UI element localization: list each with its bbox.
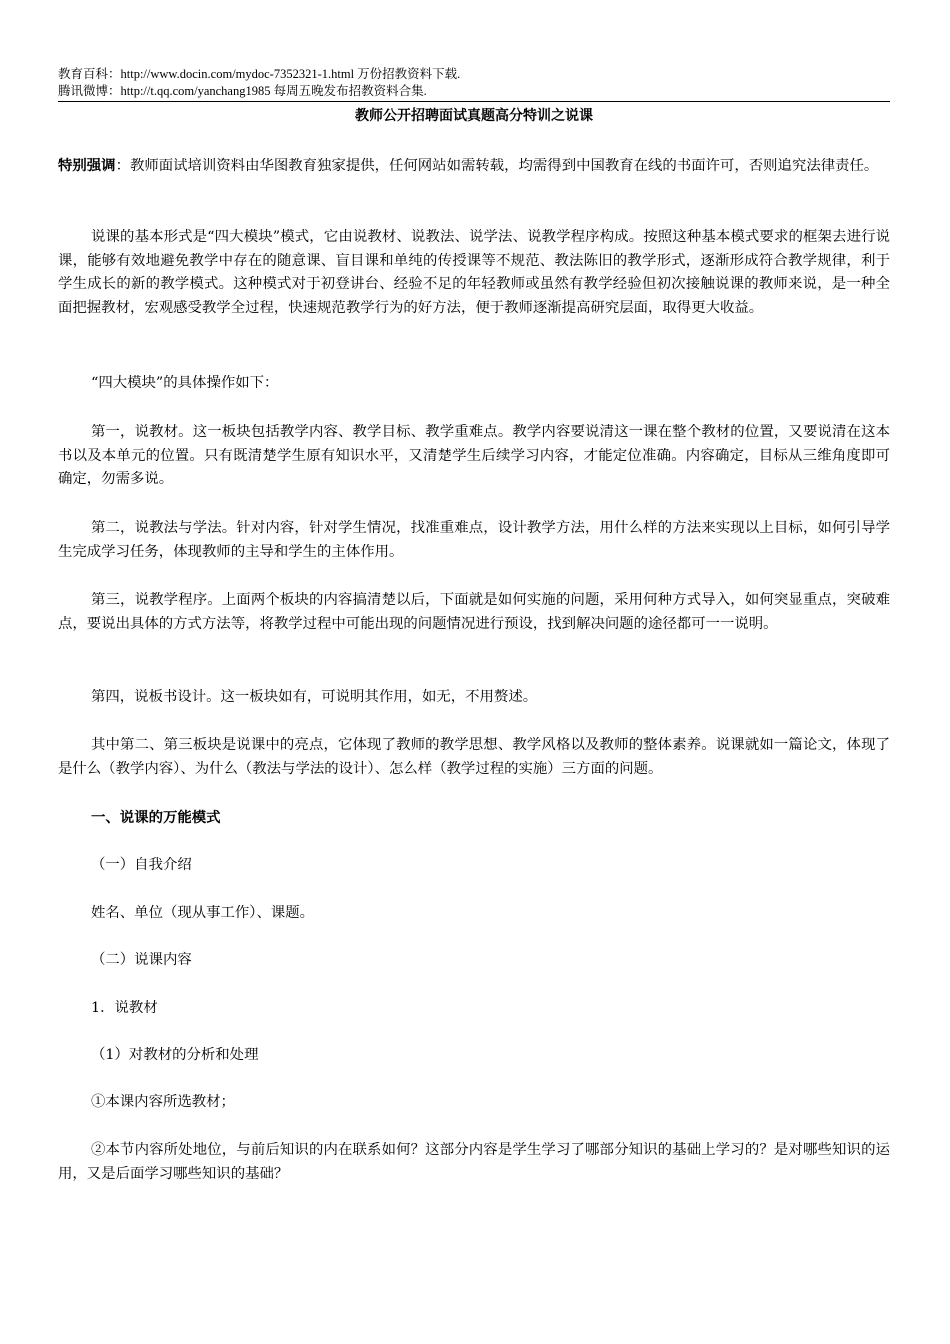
- subsection-content: （二）说课内容: [91, 952, 192, 968]
- notice-paragraph: [58, 154, 890, 179]
- notice-lead: 特别强调: [58, 157, 116, 174]
- second-module-paragraph: 第二，说教法与学法。针对内容，针对学生情况，找准重难点，设计教学方法，用什么样的方法来实现以上目标，如何引导学生完成学习任务，体现教师的主导和学生的主体作用。: [58, 520, 890, 560]
- fourth-module-paragraph: 第四，说板书设计。这一板块如有，可说明其作用，如无，不用赘述。: [91, 689, 538, 705]
- point-content-position: ②本节内容所处地位，与前后知识的内在联系如何？这部分内容是学生学习了哪部分知识的基础上学习的？是对哪些知识的运用，又是后面学习哪些知识的基础？: [58, 1142, 890, 1182]
- item-textbook-analysis: （1）对教材的分析和处理: [91, 1047, 259, 1063]
- item-textbook: 1．说教材: [91, 1000, 158, 1016]
- summary-paragraph: 其中第二、第三板块是说课中的亮点，它体现了教师的教学思想、教学风格以及教师的整体素养。说课就如一篇论文，体现了是什么（教学内容）、为什么（教法与学法的设计）、怎么样（教学过程的实施）三方面的问题。: [58, 737, 890, 777]
- third-module-paragraph: 第三，说教学程序。上面两个板块的内容搞清楚以后，下面就是如何实施的问题，采用何种方式导入，如何突显重点，突破难点，要说出具体的方式方法等，将教学过程中可能出现的问题情况进行预设，找到解决问题的途径都可一一说明。: [58, 592, 890, 632]
- intro-paragraph: 说课的基本形式是“四大模块”模式，它由说教材、说教法、说学法、说教学程序构成。按照这种基本模式要求的框架去进行说课，能够有效地避免教学中存在的随意课、盲目课和单纯的传授课等不规范、教法陈旧的教学形式，逐渐形成符合教学规律，利于学生成长的新的教学模式。这种模式对于初登讲台、经验不足的年轻教师或虽然有教学经验但初次接触说课的教师来说，是一种全面把握教材，宏观感受教学全过程，快速规范教学行为的好方法，便于教师逐渐提高研究层面，取得更大收益。: [58, 229, 890, 316]
- point-selected-material: ①本课内容所选教材；: [91, 1094, 235, 1110]
- first-module-paragraph: 第一，说教材。这一板块包括教学内容、教学目标、教学重难点。教学内容要说清这一课在整个教材的位置，又要说清在这本书以及本单元的位置。只有既清楚学生原有知识水平，又清楚学生后续学习内容，才能定位准确。内容确定，目标从三维角度即可确定，勿需多说。: [58, 424, 890, 487]
- subsection-self-intro: （一）自我介绍: [91, 857, 192, 873]
- header-line-docin: 教育百科：http://www.docin.com/mydoc-7352321-1.html 万份招教资料下载.: [58, 67, 461, 81]
- header-line-weibo: 腾讯微博：http://t.qq.com/yanchang1985 每周五晚发布招教资料合集.: [58, 84, 427, 98]
- ops-intro-paragraph: “四大模块”的具体操作如下：: [91, 375, 279, 391]
- self-intro-body: 姓名、单位（现从事工作）、课题。: [91, 905, 315, 921]
- page-header: [58, 66, 890, 102]
- notice-body: ：教师面试培训资料由华图教育独家提供，任何网站如需转载，均需得到中国教育在线的书面许可，否则追究法律责任。: [115, 158, 879, 174]
- document-title: 教师公开招聘面试真题高分特训之说课: [355, 108, 593, 124]
- section-heading: 一、说课的万能模式: [91, 809, 221, 826]
